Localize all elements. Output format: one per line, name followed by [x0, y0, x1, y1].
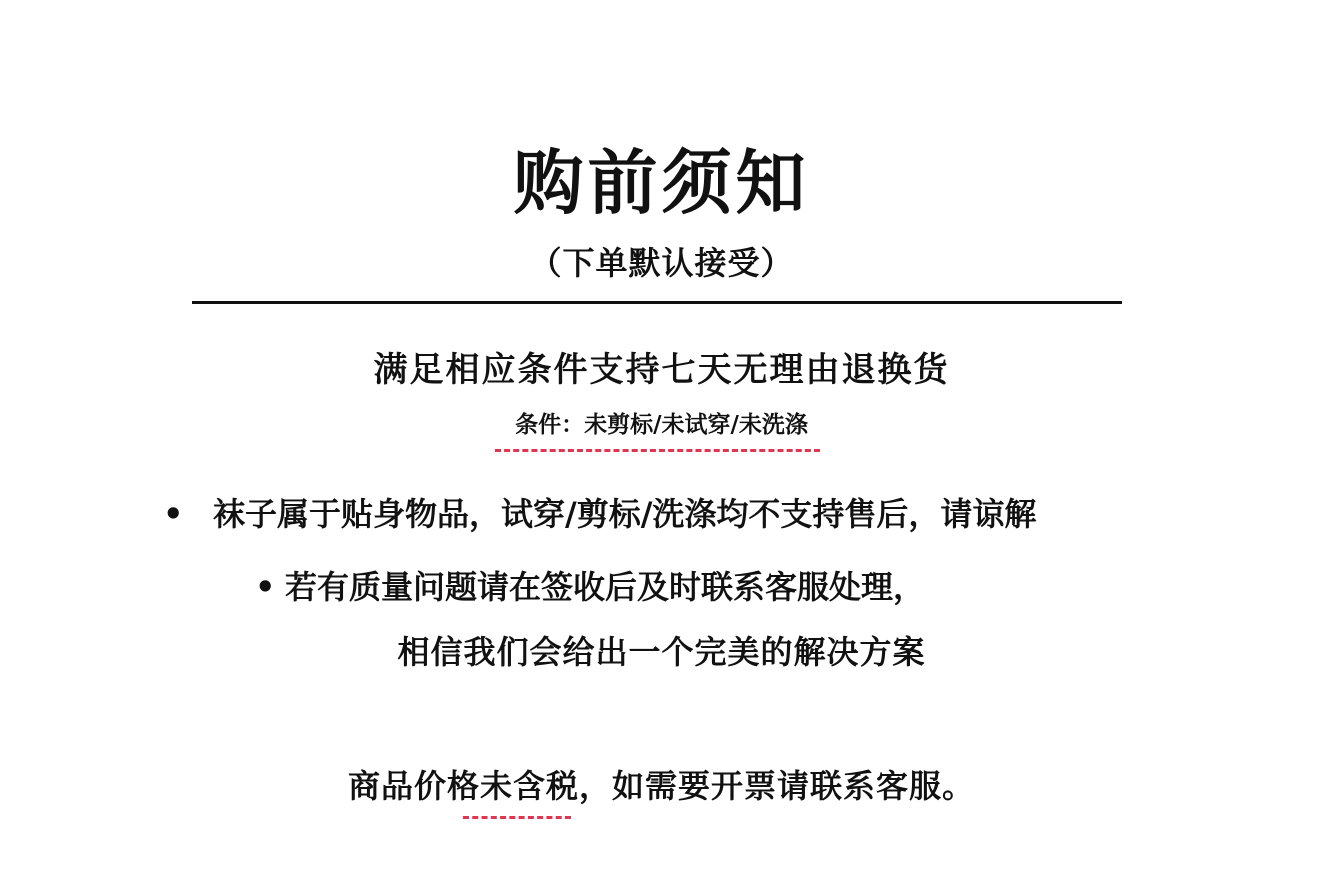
return-conditions: 条件：未剪标/未试穿/未洗涤: [515, 412, 808, 438]
bullet-icon: •: [255, 568, 276, 606]
page-subtitle: （下单默认接受）: [529, 244, 794, 282]
note-item-quality-issue: [255, 563, 925, 611]
bullet-icon: •: [163, 495, 184, 533]
tax-dashed-underline: [463, 816, 571, 819]
divider-line: [192, 301, 1122, 304]
return-policy-headline: 满足相应条件支持七天无理由退换货: [373, 350, 950, 390]
tax-note: 商品价格未含税，如需要开票请联系客服。: [347, 767, 975, 805]
note-item-text: 若有质量问题请在签收后及时联系客服处理，: [285, 568, 926, 606]
note-item-continuation: 相信我们会给出一个完美的解决方案: [397, 633, 926, 671]
note-item-socks-hygiene: [163, 490, 1036, 538]
page-title: 购前须知: [513, 142, 810, 224]
note-item-text: 袜子属于贴身物品，试穿/剪标/洗涤均不支持售后，请谅解: [213, 495, 1037, 533]
conditions-dashed-underline: [495, 449, 820, 452]
